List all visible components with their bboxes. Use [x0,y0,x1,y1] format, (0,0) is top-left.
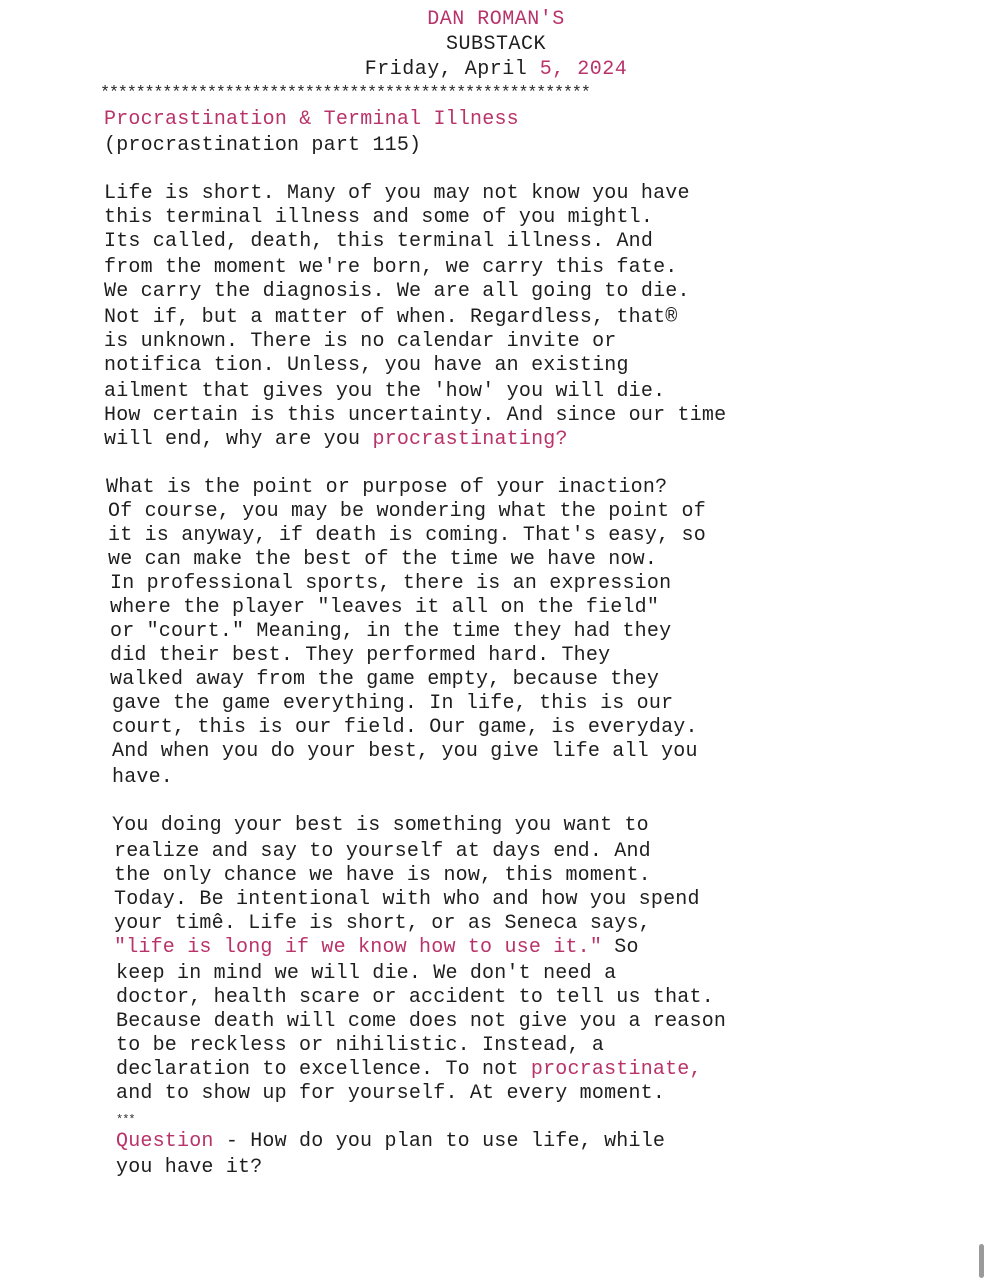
body-line-text: Because death will come does not give you a reason [116,1010,727,1033]
body-line [104,404,726,428]
body-line-text: have. [112,766,174,789]
body-line [104,330,616,354]
body-line-text: court, this is our field. Our game, is everyday. [112,716,698,739]
body-line [110,572,671,596]
body-line [112,692,673,716]
body-line-text: realize and say to yourself at days end. And [114,840,651,863]
article-title: Procrastination & Terminal Illness [104,108,519,131]
body-line [114,840,651,864]
body-line-highlight: Question [116,1130,214,1153]
body-line-text: to be reckless or nihilistic. Instead, a [116,1034,605,1057]
body-line-highlight: procrastinate, [530,1058,702,1081]
body-line-text: Today. Be intentional with who and how you spend [114,888,700,911]
body-line [116,1082,665,1106]
body-line-text: Not if, but a matter of when. Regardless, that® [104,306,678,329]
body-line-text: did their best. They performed hard. They [110,644,611,667]
body-line-text: Life is short. Many of you may not know you have [104,182,690,205]
mini-star-separator: *** [116,1113,135,1127]
body-line-text: and to show up for yourself. At every moment. [116,1082,666,1105]
body-line [114,864,651,888]
date-line [0,58,992,82]
body-line-text: this terminal illness and some of you mightl. [104,206,654,229]
body-line-text: notifica tion. Unless, you have an existing [104,354,629,377]
body-line [116,986,714,1010]
body-line [104,230,653,254]
body-line-text: where the player "leaves it all on the field" [110,596,660,619]
body-line [104,256,678,280]
body-line-text: keep in mind we will die. We don't need a [116,962,617,985]
body-line [112,716,698,740]
body-line-text: gave the game everything. In life, this is our [112,692,674,715]
body-line [104,380,665,404]
body-line-text: walked away from the game empty, because they [110,668,660,691]
body-line [116,1010,726,1034]
body-line-text: your timê. Life is short, or as Seneca says, [114,912,651,935]
body-line [114,888,700,912]
body-line-highlight: procrastinating? [372,428,568,451]
body-line [116,1034,604,1058]
body-line-text: you have it? [116,1156,263,1179]
body-line-text: is unknown. There is no calendar invite or [104,330,617,353]
body-line [104,280,690,304]
body-line [112,814,649,838]
body-line-text: from the moment we're born, we carry this fate. [104,256,678,279]
body-line-text: Of course, you may be wondering what the point of [108,500,706,523]
body-line [116,1130,665,1154]
article-subtitle: (procrastination part 115) [104,134,422,157]
body-line-text: You doing your best is something you want to [112,814,649,837]
body-line [108,500,706,524]
body-line [108,548,657,572]
body-line-text: or "court." Meaning, in the time they had they [110,620,672,643]
author-heading: DAN ROMAN'S [427,8,565,31]
body-line-text: Its called, death, this terminal illness. And [104,230,654,253]
body-line-trailing: So [602,936,639,959]
body-line [116,1156,262,1180]
body-line [112,740,698,764]
body-line [110,644,610,668]
star-separator: ******************************************************* [100,84,590,103]
body-line-text: the only chance we have is now, this moment. [114,864,651,887]
date-year: 2024 [564,58,628,81]
body-line-text: ailment that gives you the 'how' you will die. [104,380,666,403]
body-line [116,1058,702,1082]
body-line-text: it is anyway, if death is coming. That's easy, so [108,524,706,547]
body-line [104,428,568,452]
body-line-text: we can make the best of the time we have now. [108,548,658,571]
body-line [112,766,173,790]
body-line [114,912,651,936]
body-line-text: What is the point or purpose of your inaction? [106,476,668,499]
body-line [104,182,690,206]
body-line [110,596,659,620]
body-line [116,962,616,986]
body-line-text: And when you do your best, you give life all you [112,740,698,763]
body-line [110,620,671,644]
body-line-text: In professional sports, there is an expression [110,572,672,595]
body-line [104,206,653,230]
body-line-text: We carry the diagnosis. We are all going to die. [104,280,690,303]
body-line-text: How certain is this uncertainty. And since our time [104,404,727,427]
body-line-text: will end, why are you [104,428,373,451]
body-line-text: doctor, health scare or accident to tell us that. [116,986,714,1009]
body-line [108,524,706,548]
body-line-trailing: - How do you plan to use life, while [213,1130,666,1153]
date-prefix: Friday, April [364,58,540,81]
scrollbar[interactable] [979,1244,984,1278]
body-line [104,354,629,378]
body-line-text: declaration to excellence. To not [116,1058,531,1081]
body-line [104,306,678,330]
body-line [110,668,659,692]
date-day: 5, [539,58,565,81]
body-line-highlight: "life is long if we know how to use it." [114,936,603,959]
publication-heading: SUBSTACK [445,33,546,56]
body-line [114,936,639,960]
body-line [106,476,667,500]
